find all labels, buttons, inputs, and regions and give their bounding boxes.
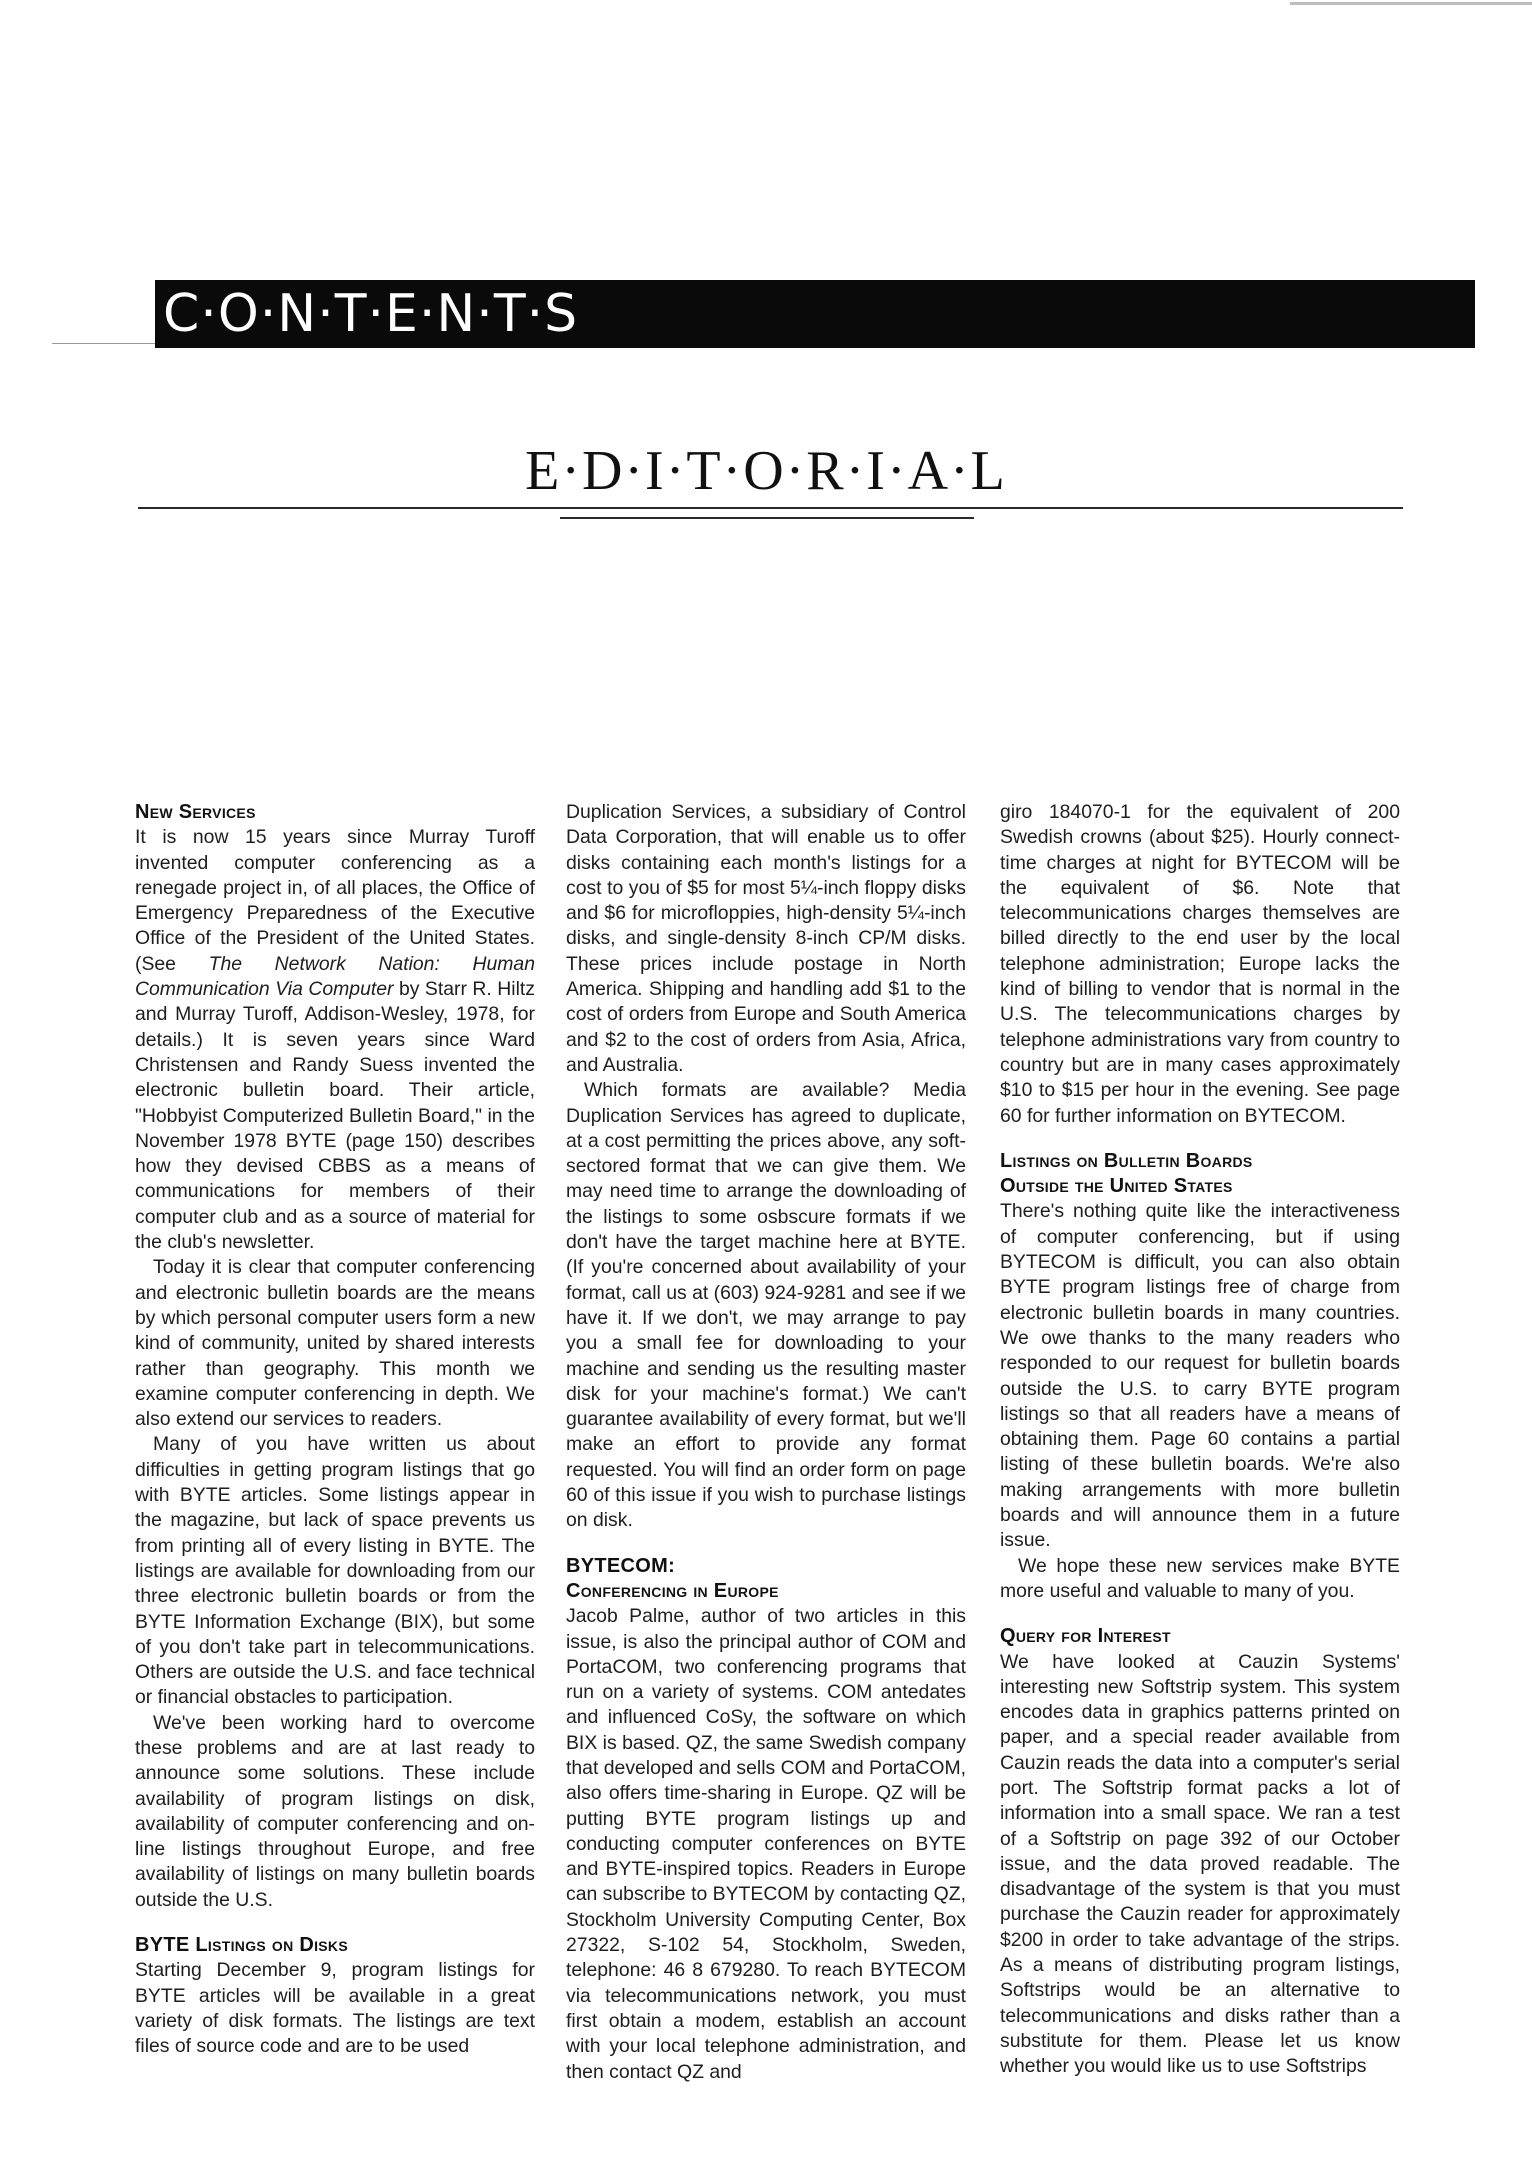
contents-label: C·O·N·T·E·N·T·S [163, 284, 579, 344]
book-title: The Network Nation: Human Communication Via Computer [135, 952, 535, 1001]
paragraph: Which formats are available? Media Duplication Services has agreed to duplicate, at a cost permitting the prices above, any soft-sectored format that we can give them. We may need time to arrange the downloading of the listings to some osbscure formats if we don't have the target machine here at BYTE. (If you're concerned about availability of your format, call us at (603) 924-9281 and see if we have it. If we don't, we may arrange to pay you a small fee for downloading to your machine and sending us the resulting master disk for your machine's format.) We can't guarantee availability of every format, but we'll make an effort to provide any format requested. You will find an order form on page 60 of this issue if you wish to purchase listings on disk. [566, 1079, 966, 1532]
paragraph: Today it is clear that computer conferencing and electronic bulletin boards are the means by which personal computer users form a new kind of community, united by shared interests rather than geography. This month we examine computer conferencing in depth. We also extend our services to readers. [135, 1256, 535, 1431]
column-2 [566, 800, 966, 2085]
section-heading-listings-on-bulletin-boards: Listings on Bulletin Boards [1000, 1149, 1253, 1172]
section-subheading-outside-the-united-states: Outside the United States [1000, 1175, 1233, 1198]
paragraph: giro 184070-1 for the equivalent of 200 Swedish crowns (about $25). Hourly connect-time charges at night for BYTECOM will be the equivalent of $6. Note that telecommunications charges themselves are billed directly to the end user by the local telephone administration; Europe lacks the kind of billing to vendor that is normal in the U.S. The telecommunications charges by telephone administrations vary from country to country but are in many cases approximately $10 to $15 per hour in the evening. See page 60 for further information on BYTECOM. [1000, 801, 1400, 1127]
section-heading-query-for-interest: Query for Interest [1000, 1625, 1171, 1648]
column-1 [135, 800, 535, 2060]
top-edge-rule [1290, 2, 1532, 5]
title-rule-short [560, 517, 974, 519]
paragraph: We have looked at Cauzin Systems' interesting new Softstrip system. This system encodes data in graphics patterns printed on paper, and a special reader available from Cauzin reads the data into a computer's serial port. The Softstrip format packs a lot of information into a small space. We ran a test of a Softstrip on page 392 of our October issue, and the data proved readable. The disadvantage of the system is that you must purchase the Cauzin reader for approximately $200 in order to take advantage of the strips. As a means of distributing program listings, Softstrips would be an alternative to telecommunications and disks rather than a substitute for them. Please let us know whether you would like us to use Softstrips [1000, 1650, 1400, 2078]
paragraph: It is now 15 years since Murray Turoff invented computer conferencing as a renegade project in, of all places, the Office of Emergency Preparedness of the Executive Office of the President of the United States. (See The Network Nation: Human Communication Via Computer by Starr R. Hiltz and Murray Turoff, Addison-Wesley, 1978, for details.) It is seven years since Ward Christensen and Randy Suess invented the electronic bulletin board. Their article, "Hobbyist Computerized Bulletin Board," in the November 1978 BYTE (page 150) describes how they devised CBBS as a means of communications for members of their computer club and as a source of material for the club's newsletter. [135, 826, 535, 1254]
paragraph: Duplication Services, a subsidiary of Control Data Corporation, that will enable us to offer disks containing each month's listings for a cost to you of $5 for most 5¼-inch floppy disks and $6 for microfloppies, high-density 5¼-inch disks, and single-density 8-inch CP/M disks. These prices include postage in North America. Shipping and handling add $1 to the cost of orders from Europe and South America and $2 to the cost of orders from Asia, Africa, and Australia. [566, 801, 966, 1076]
section-heading-bytecom: BYTECOM: [566, 1554, 676, 1577]
paragraph: Many of you have written us about difficulties in getting program listings that go with BYTE articles. Some listings appear in the magazine, but lack of space prevents us from printing all of every listing in BYTE. The listings are available for downloading from our three electronic bulletin boards or from the BYTE Information Exchange (BIX), but some of you don't take part in telecommunications. Others are outside the U.S. and face technical or financial obstacles to participation. [135, 1433, 535, 1709]
contents-banner [155, 280, 1475, 348]
page-title: E·D·I·T·O·R·I·A·L [525, 440, 1007, 502]
paragraph: Starting December 9, program listings for BYTE articles will be available in a great variety of disk formats. The listings are text files of source code and are to be used [135, 1959, 535, 2058]
title-rule-long [138, 507, 1403, 509]
column-3 [1000, 800, 1400, 2080]
paragraph: We've been working hard to overcome these problems and are at last ready to announce some solutions. These include availability of program listings on disk, availability of computer conferencing and on-line listings throughout Europe, and free availability of listings on many bulletin boards outside the U.S. [135, 1711, 535, 1911]
contents-rule [52, 343, 155, 344]
section-subheading-conferencing-in-europe: Conferencing in Europe [566, 1579, 779, 1602]
paragraph: There's nothing quite like the interactiveness of computer conferencing, but if using BYTECOM is difficult, you can also obtain BYTE program listings free of charge from electronic bulletin boards in many countries. We owe thanks to the many readers who responded to our request for bulletin boards outside the U.S. to carry BYTE program listings so that all readers have a means of obtaining them. Page 60 contains a partial listing of these bulletin boards. We're also making arrangements with more bulletin boards and will announce them in a future issue. [1000, 1200, 1400, 1552]
paragraph: Jacob Palme, author of two articles in this issue, is also the principal author of COM and PortaCOM, two conferencing programs that run on a variety of systems. COM antedates and influenced CoSy, the software on which BIX is based. QZ, the same Swedish company that developed and sells COM and PortaCOM, also offers time-sharing in Europe. QZ will be putting BYTE program listings up and conducting computer conferences on BYTE and BYTE-inspired topics. Readers in Europe can subscribe to BYTECOM by contacting QZ, Stockholm University Computing Center, Box 27322, S-102 54, Stockholm, Sweden, telephone: 46 8 679280. To reach BYTECOM via telecommunications network, you must first obtain a modem, establish an account with your local telephone administration, and then contact QZ and [566, 1605, 966, 2083]
section-heading-new-services: New Services [135, 801, 256, 823]
section-heading-byte-listings-on-disks: BYTE Listings on Disks [135, 1934, 348, 1957]
paragraph: We hope these new services make BYTE more useful and valuable to many of you. [1000, 1554, 1400, 1602]
